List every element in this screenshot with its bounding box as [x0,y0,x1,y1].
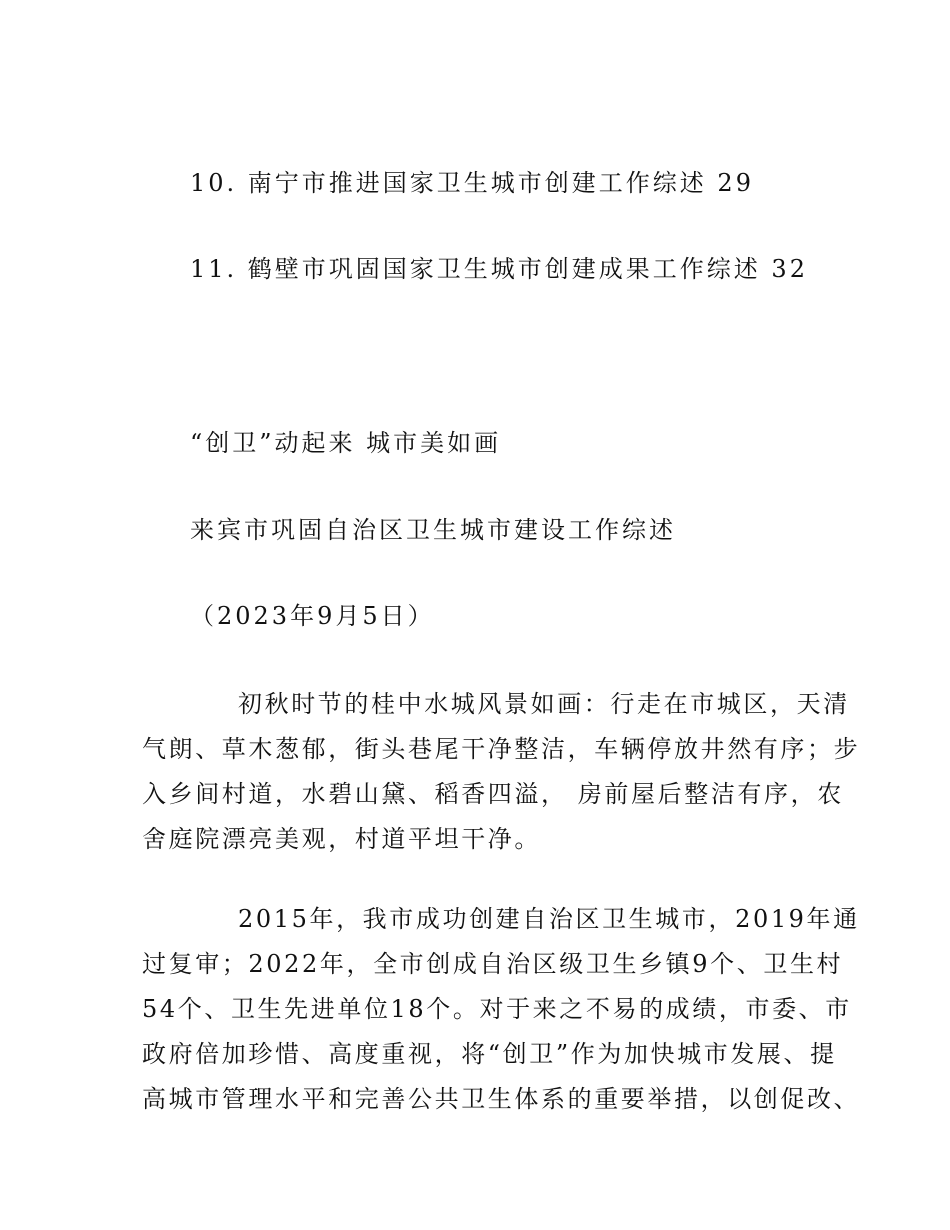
paragraph-line: 过复审；2022年，全市创成自治区级卫生乡镇9个、卫生村 [142,950,844,978]
paragraph-2 [142,897,861,1122]
paragraph-line: 54个、卫生先进单位18个。对于来之不易的成绩，市委、市 [142,995,852,1023]
article-title: “创卫”动起来 城市美如画 [190,429,502,457]
paragraph-line: 舍庭院漂亮美观，村道平坦干净。 [142,825,541,853]
paragraph-line: 初秋时节的桂中水城风景如画：行走在市城区，天清 [238,690,850,718]
toc-item-10[interactable]: 10. 南宁市推进国家卫生城市创建工作综述 29 [190,169,754,197]
article-subtitle: 来宾市巩固自治区卫生城市建设工作综述 [190,516,676,544]
paragraph-1 [142,682,861,862]
paragraph-line: 气朗、草木葱郁，街头巷尾干净整洁，车辆停放井然有序；步 [142,735,861,763]
paragraph-line: 政府倍加珍惜、高度重视，将“创卫”作为加快城市发展、提 [142,1040,837,1068]
toc-item-11[interactable]: 11. 鹤壁市巩固国家卫生城市创建成果工作综述 32 [190,255,808,283]
paragraph-line: 2015年，我市成功创建自治区卫生城市，2019年通 [238,905,860,933]
paragraph-line: 入乡间村道，水碧山黛、稻香四溢， 房前屋后整洁有序，农 [142,780,844,808]
article-date: （2023年9月5日） [190,602,435,630]
paragraph-line: 高城市管理水平和完善公共卫生体系的重要举措，以创促改、 [142,1085,861,1113]
